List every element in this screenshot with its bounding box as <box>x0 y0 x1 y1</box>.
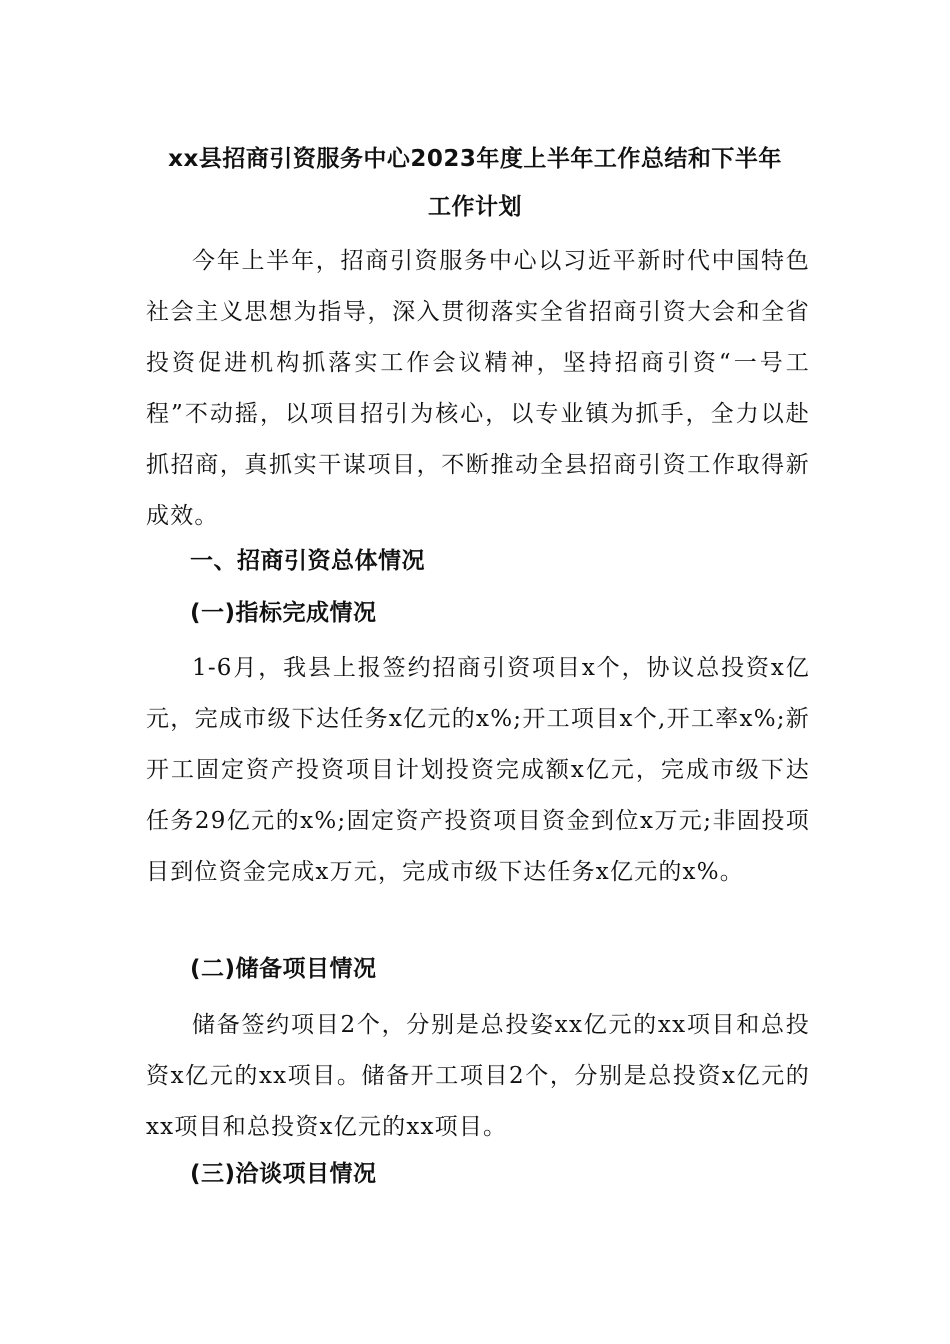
subsection-1-paragraph: 1-6月，我县上报签约招商引资项目x个，协议总投资x亿元，完成市级下达任务x亿元的x%;开工项目x个,开工率x%;新开工固定资产投资项目计划投资完成额x亿元，完成市级下达任务29亿元的x%;固定资产投资项目资金到位x万元;非固投项目到位资金完成x万元，完成市级下达任务x亿元的x%。 <box>146 655 810 885</box>
section-1-heading: 一、招商引资总体情况 <box>190 548 425 574</box>
subsection-3-heading: (三)洽谈项目情况 <box>190 1161 377 1187</box>
document-title-line-2: 工作计划 <box>428 194 522 220</box>
subsection-2-paragraph: 储备签约项目2个，分别是总投姿xx亿元的xx项目和总投资x亿元的xx项目。储备开工项目2个，分别是总投资x亿元的xx项目和总投资x亿元的xx项目。 <box>146 1012 810 1140</box>
document-title-line-1: xx县招商引资服务中心2023年度上半年工作总结和下半年 <box>168 146 782 172</box>
intro-paragraph: 今年上半年，招商引资服务中心以习近平新时代中国特色社会主义思想为指导，深入贯彻落实全省招商引资大会和全省投资促进机构抓落实工作会议精神，坚持招商引资“一号工程”不动摇，以项目招引为核心，以专业镇为抓手，全力以赴抓招商，真抓实干谋项目，不断推动全县招商引资工作取得新成效。 <box>146 248 810 529</box>
subsection-2-heading: (二)储备项目情况 <box>190 956 377 982</box>
subsection-1-heading: (一)指标完成情况 <box>190 600 377 626</box>
